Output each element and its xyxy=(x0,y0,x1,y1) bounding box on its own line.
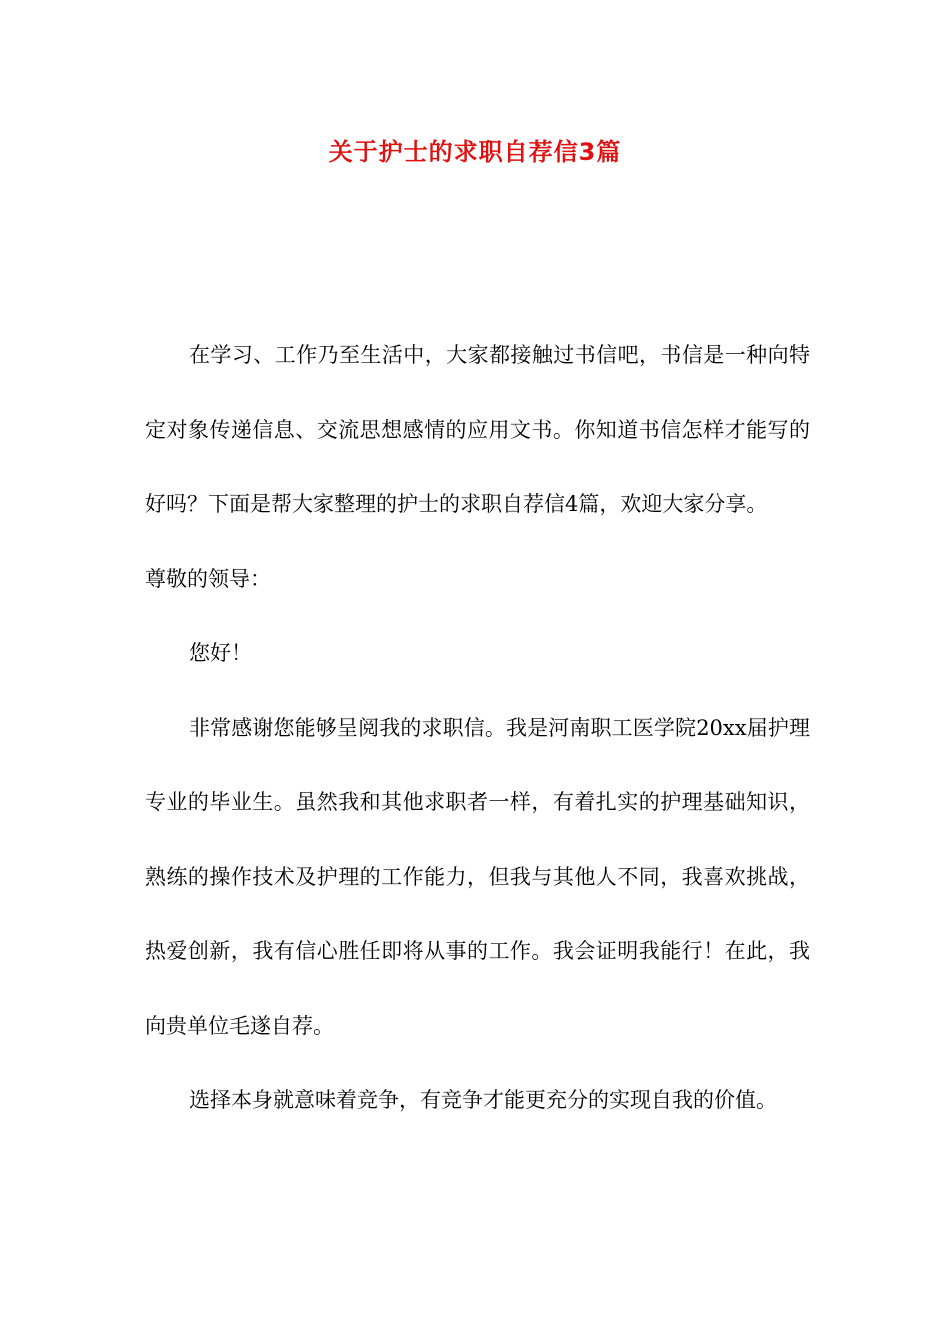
salutation: 尊敬的领导： xyxy=(145,566,271,591)
body-paragraph: 选择本身就意味着竞争，有竞争才能更充分的实现自我的价值。 xyxy=(189,1088,777,1112)
intro-paragraph: 在学习、工作乃至生活中，大家都接触过书信吧，书信是一种向特定对象传递信息、交流思想感情的应用文书。你知道书信怎样才能写的好吗？下面是帮大家整理的护士的求职自荐信4篇，欢迎大家分享。 xyxy=(145,343,810,516)
document-title: 关于护士的求职自荐信3篇 xyxy=(328,138,622,166)
greeting: 您好！ xyxy=(189,641,252,665)
body-paragraph: 非常感谢您能够呈阅我的求职信。我是河南职工医学院20xx届护理专业的毕业生。虽然我和其他求职者一样，有着扎实的护理基础知识，熟练的操作技术及护理的工作能力，但我与其他人不同，我喜欢挑战，热爱创新，我有信心胜任即将从事的工作。我会证明我能行！在此，我向贵单位毛遂自荐。 xyxy=(145,715,810,1038)
document-body xyxy=(145,318,810,1138)
